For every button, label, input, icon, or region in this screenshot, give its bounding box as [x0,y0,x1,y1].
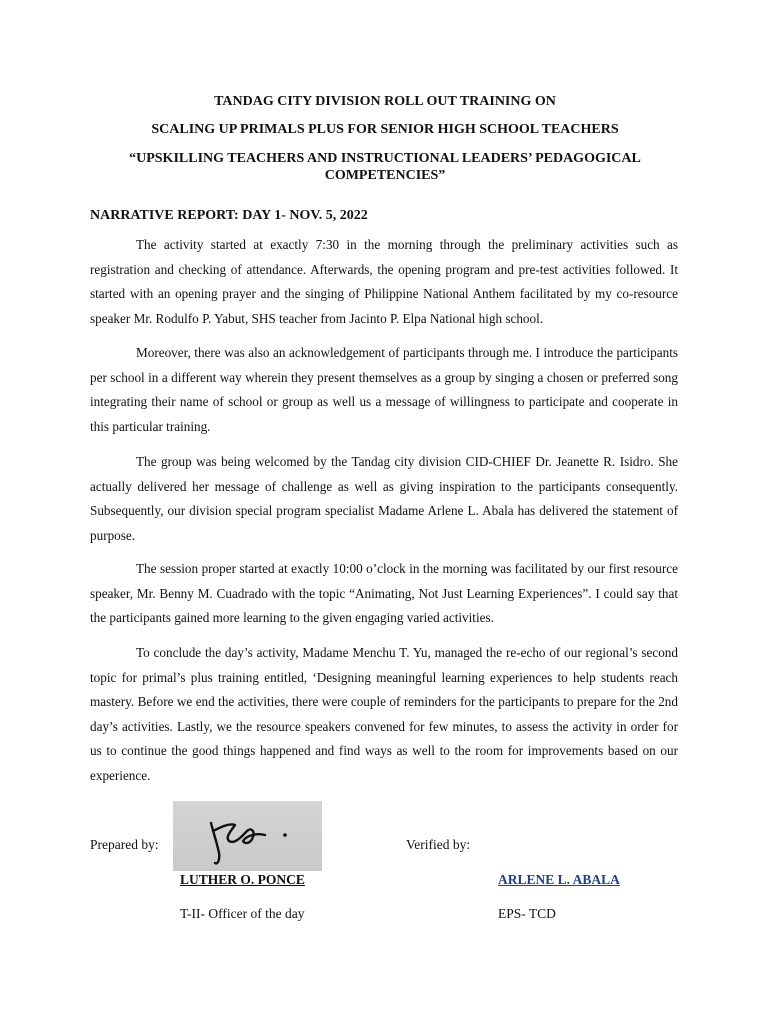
paragraph-2: Moreover, there was also an acknowledgement of participants through me. I introduce the participants per school in a different way wherein they present themselves as a group by singing a chosen or preferred song integrating their name of school or group as well us a message of willingness to participate and cooperate in this particular training. [90,345,678,434]
paragraph-1: The activity started at exactly 7:30 in the morning through the preliminary activities such as registration and checking of attendance. Afterwards, the opening program and pre-test activities followed. It started with an opening prayer and the singing of Philippine National Anthem facilitated by my co-resource speaker Mr. Rodulfo P. Yabut, SHS teacher from Jacinto P. Elpa National high school. [90,237,678,326]
paragraph-5: To conclude the day’s activity, Madame Menchu T. Yu, managed the re-echo of our regional’s second topic for primal’s plus training entitled, ‘Designing meaningful learning experiences to help students reach mastery. Before we end the activities, there were couple of reminders for the participants to prepare for the 2nd day’s activities. Lastly, we the resource speakers convened for few minutes, to assess the activity in order for us to continue the good things happened and find ways as well to the room for improvements based on our experience. [90,645,678,783]
report-title: NARRATIVE REPORT: DAY 1- NOV. 5, 2022 [90,208,368,223]
preparer-role: T-II- Officer of the day [180,906,305,921]
header-line-2: SCALING UP PRIMALS PLUS FOR SENIOR HIGH SCHOOL TEACHERS [151,122,619,137]
header-line-3: “UPSKILLING TEACHERS AND INSTRUCTIONAL LEADERS’ PEDAGOGICAL COMPETENCIES” [129,151,641,183]
verifier-name: ARLENE L. ABALA [498,872,620,887]
signature-image [173,801,322,871]
preparer-name: LUTHER O. PONCE [180,872,305,887]
paragraph-3: The group was being welcomed by the Tandag city division CID-CHIEF Dr. Jeanette R. Isidro. She actually delivered her message of challenge as well as giving inspiration to the participants consequently. Subsequently, our division special program specialist Madame Arlene L. Abala has delivered the statement of purpose. [90,454,678,543]
verified-by-label: Verified by: [406,837,471,852]
signature-scribble [173,801,322,871]
paragraph-4: The session proper started at exactly 10:00 o’clock in the morning was facilitated by our first resource speaker, Mr. Benny M. Cuadrado with the topic “Animating, Not Just Learning Experiences”. I could say that the participants gained more learning to the given engaging varied activities. [90,561,678,626]
verifier-role: EPS- TCD [498,906,556,921]
header-line-1: TANDAG CITY DIVISION ROLL OUT TRAINING ON [214,94,556,109]
prepared-by-label: Prepared by: [90,837,159,852]
